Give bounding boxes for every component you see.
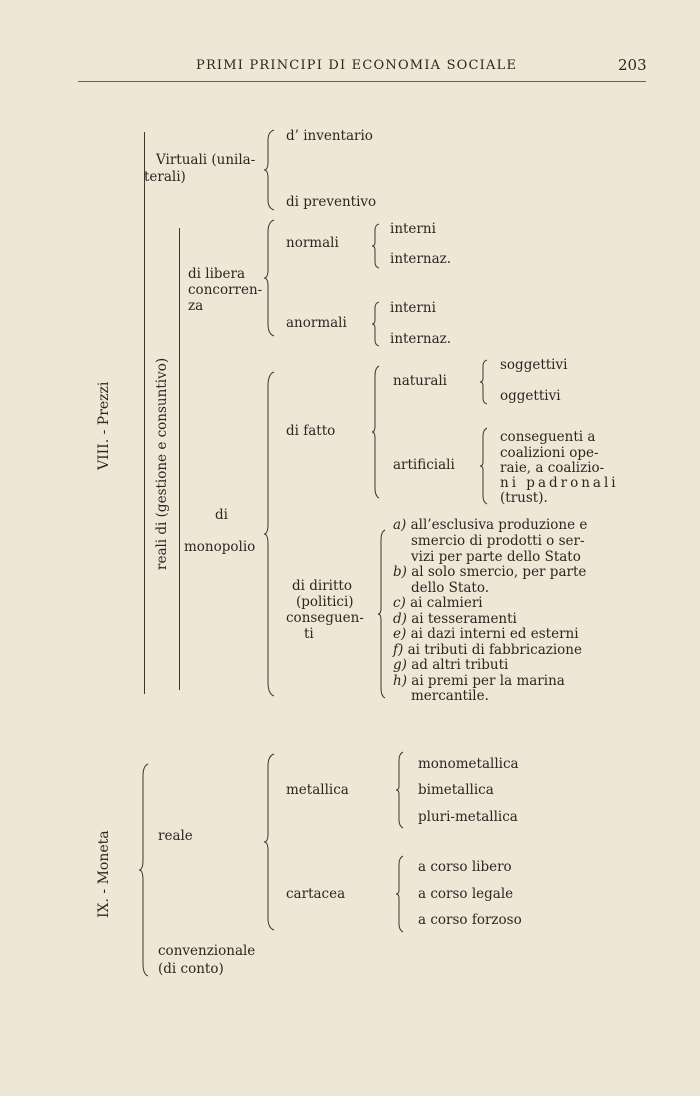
- libera-label-1: di libera: [188, 266, 246, 282]
- artificiali-line-3: raie, a coalizio-: [500, 460, 605, 476]
- diritto-label-4: ti: [304, 626, 314, 642]
- artificiali-brace: [480, 428, 490, 504]
- anormali-brace: [372, 302, 382, 346]
- diritto-label-2: (politici): [296, 594, 354, 610]
- fatto-label: di fatto: [286, 423, 336, 439]
- naturali-label: naturali: [393, 373, 447, 389]
- virtuali-brace: [266, 130, 278, 210]
- naturali-brace: [480, 360, 490, 404]
- section-ix-brace: [140, 764, 152, 976]
- convenzionale-label-2: (di conto): [158, 961, 224, 977]
- naturali-item-2: oggettivi: [500, 388, 561, 404]
- virtuali-item-2: di preventivo: [286, 194, 377, 210]
- normali-item-1: interni: [390, 221, 436, 237]
- anormali-item-2: internaz.: [390, 331, 452, 347]
- cartacea-item-1: a corso libero: [418, 859, 512, 875]
- anormali-label: anormali: [286, 315, 347, 331]
- reali-brace: [179, 228, 180, 690]
- diritto-item-e: e) ai dazi interni ed esterni: [393, 626, 579, 642]
- reali-label: reali di (gestione e consuntivo): [154, 357, 170, 570]
- libera-brace: [266, 220, 278, 336]
- monopolio-label-1: di: [215, 507, 228, 523]
- section-viii-title: VIII. - Prezzi: [96, 381, 112, 470]
- diritto-item-d: d) ai tesseramenti: [393, 611, 517, 627]
- artificiali-line-1: conseguenti a: [500, 429, 596, 445]
- reale-brace: [266, 754, 278, 930]
- diritto-item-a-line-2: smercio di prodotti o ser-: [411, 533, 585, 549]
- diritto-item-b-line-2: dello Stato.: [411, 580, 490, 596]
- diritto-brace: [378, 530, 388, 698]
- naturali-item-1: soggettivi: [500, 357, 568, 373]
- anormali-item-1: interni: [390, 300, 436, 316]
- metallica-label: metallica: [286, 782, 349, 798]
- artificiali-line-5: (trust).: [500, 490, 548, 506]
- diritto-item-c: c) ai calmieri: [393, 595, 483, 611]
- metallica-item-1: monometallica: [418, 756, 519, 772]
- monopolio-label-2: monopolio: [184, 539, 256, 555]
- diritto-item-h-line-2: mercantile.: [411, 688, 489, 704]
- cartacea-item-2: a corso legale: [418, 886, 514, 902]
- diritto-item-a-line-3: vizi per parte dello Stato: [411, 549, 581, 565]
- cartacea-brace: [396, 856, 406, 932]
- running-title: PRIMI PRINCIPI DI ECONOMIA SOCIALE: [196, 58, 518, 73]
- artificiali-line-4: ni padronali: [500, 475, 619, 491]
- page-number: 203: [618, 56, 647, 74]
- reale-label: reale: [158, 828, 193, 844]
- libera-label-3: za: [188, 298, 204, 314]
- cartacea-item-3: a corso forzoso: [418, 912, 522, 928]
- metallica-brace: [396, 752, 406, 828]
- diritto-item-g: g) ad altri tributi: [393, 657, 509, 673]
- artificiali-line-2: coalizioni ope-: [500, 445, 599, 461]
- metallica-item-3: pluri-metallica: [418, 809, 518, 825]
- diritto-item-b: b) al solo smercio, per parte: [393, 564, 587, 580]
- monopolio-brace: [266, 372, 278, 696]
- normali-item-2: internaz.: [390, 251, 452, 267]
- cartacea-label: cartacea: [286, 886, 346, 902]
- section-viii-brace: [144, 132, 145, 694]
- convenzionale-label: convenzionale: [158, 943, 256, 959]
- artificiali-label: artificiali: [393, 457, 455, 473]
- header-rule: [78, 81, 646, 82]
- virtuali-label-2: terali): [144, 169, 186, 185]
- metallica-item-2: bimetallica: [418, 782, 494, 798]
- normali-brace: [372, 224, 382, 268]
- diritto-item-f: f) ai tributi di fabbricazione: [393, 642, 582, 658]
- libera-label-2: concorren-: [188, 282, 263, 298]
- diritto-item-h: h) ai premi per la marina: [393, 673, 565, 689]
- virtuali-label: Virtuali (unila-: [156, 152, 256, 168]
- virtuali-item-1: d’ inventario: [286, 128, 373, 144]
- fatto-brace: [372, 366, 382, 498]
- normali-label: normali: [286, 235, 339, 251]
- diritto-label-1: di diritto: [292, 578, 352, 594]
- diritto-label-3: conseguen-: [286, 610, 364, 626]
- section-ix-title: IX. - Moneta: [96, 830, 112, 918]
- diritto-item-a: a) all’esclusiva produzione e: [393, 517, 588, 533]
